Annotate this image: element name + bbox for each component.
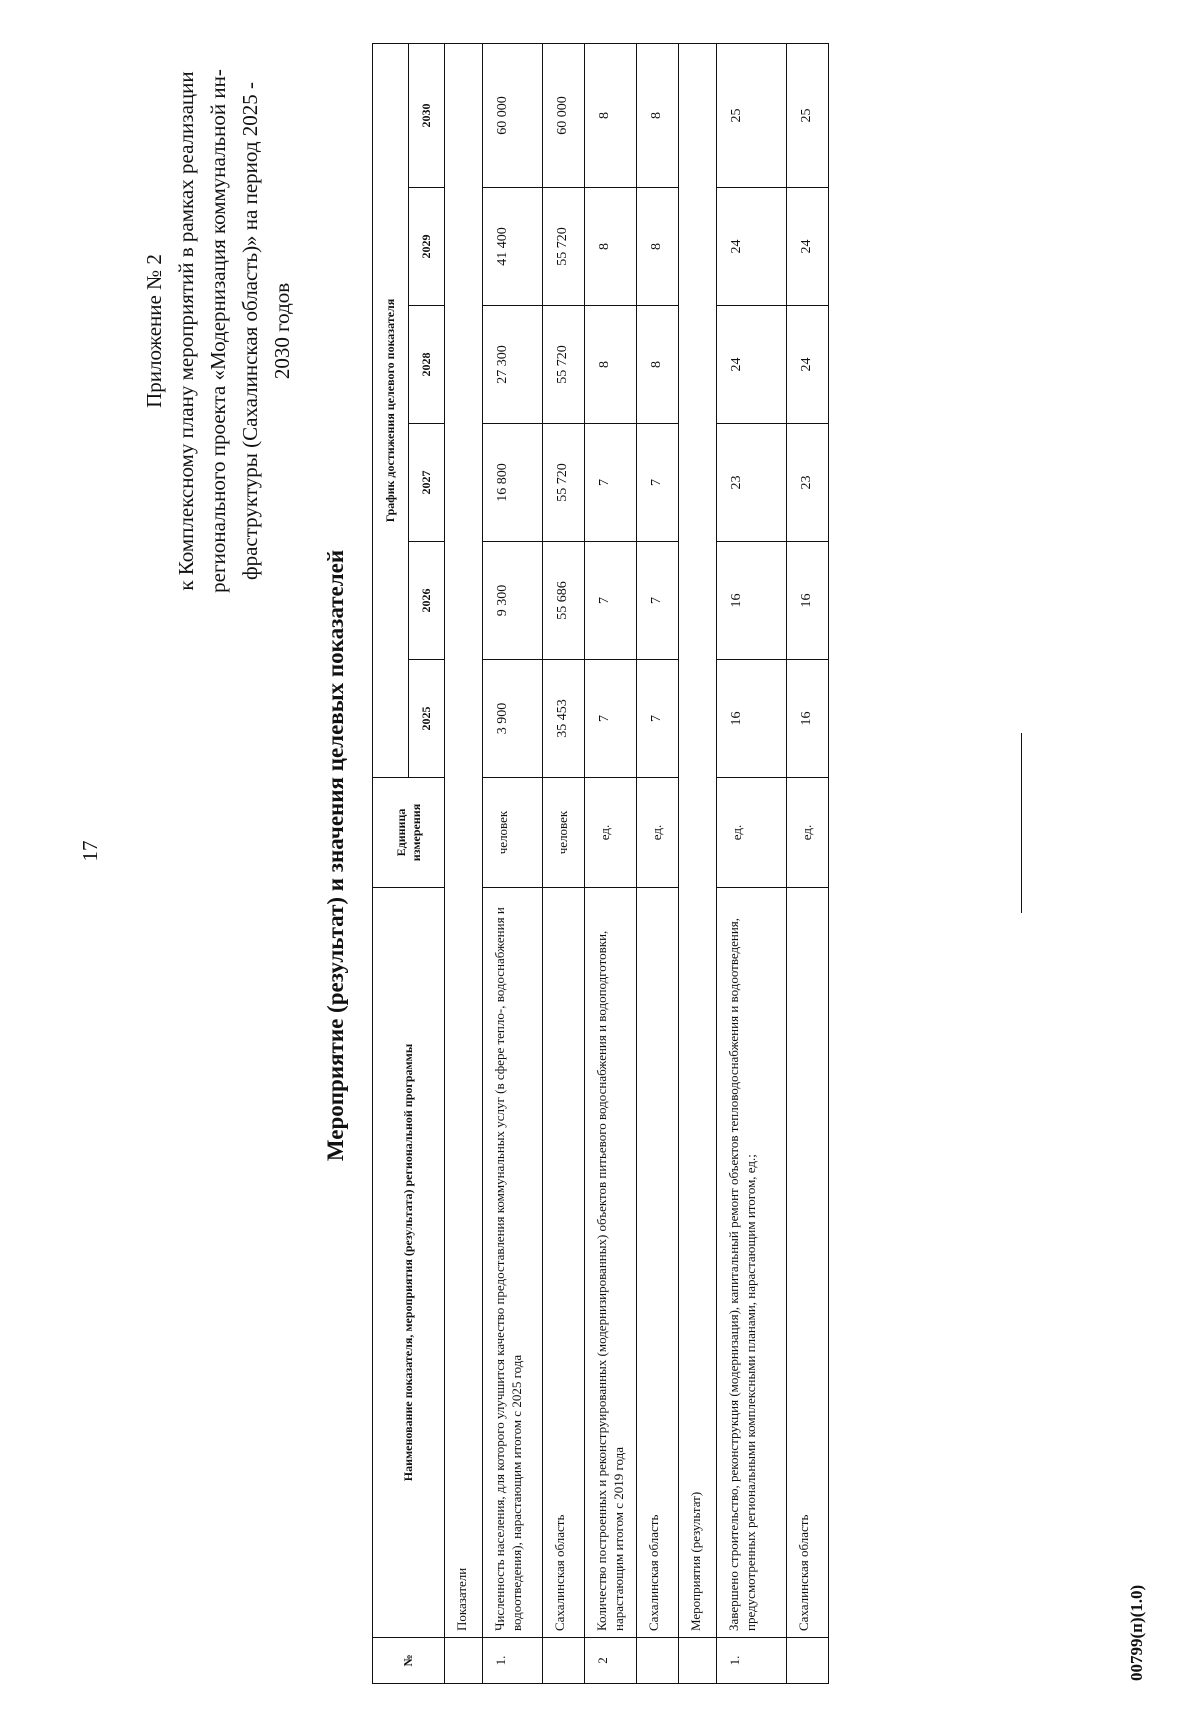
row-name: Сахалинская область (787, 888, 829, 1638)
section-empty-cell (679, 1638, 717, 1684)
row-value-2029: 8 (637, 188, 679, 306)
header-year-2030: 2030 (409, 44, 445, 188)
row-unit: человек (543, 778, 585, 888)
header-year-2029: 2029 (409, 188, 445, 306)
row-value-2027: 23 (787, 424, 829, 542)
header-name: Наименование показателя, мероприятия (результата) региональной программы (373, 888, 445, 1638)
row-value-2028: 55 720 (543, 306, 585, 424)
row-value-2027: 55 720 (543, 424, 585, 542)
row-no: 1. (717, 1638, 787, 1684)
row-value-2026: 16 (787, 542, 829, 660)
row-name: Сахалинская область (543, 888, 585, 1638)
row-value-2029: 24 (717, 188, 787, 306)
row-value-2026: 9 300 (483, 542, 543, 660)
row-value-2028: 8 (585, 306, 637, 424)
header-unit: Единица измерения (373, 778, 445, 888)
row-value-2028: 8 (637, 306, 679, 424)
header-row-1 (373, 44, 409, 1684)
row-no (543, 1638, 585, 1684)
document-title: Мероприятие (результат) и значения целевых показателей (323, 549, 348, 1162)
row-value-2030: 25 (787, 44, 829, 188)
indicators-table (372, 43, 829, 1684)
signature-rule (1021, 733, 1022, 913)
row-name: Завершено строительство, реконструкция (модернизация), капитальный ремонт объектов тепловодоснабжения и водоотведения, предусмотренных региональными комплексными планами, нарастающим итогом, ед.; (717, 888, 787, 1638)
appendix-line-3: регионального проекта «Модернизация коммунальной ин- (206, 69, 230, 593)
row-value-2025: 35 453 (543, 660, 585, 778)
section-label-events: Мероприятия (результат) (679, 44, 717, 1638)
row-value-2027: 16 800 (483, 424, 543, 542)
row-unit: человек (483, 778, 543, 888)
row-value-2029: 8 (585, 188, 637, 306)
header-year-2027: 2027 (409, 424, 445, 542)
header-year-2025: 2025 (409, 660, 445, 778)
table-row (585, 44, 637, 1684)
row-value-2025: 3 900 (483, 660, 543, 778)
table-row (637, 44, 679, 1684)
row-name: Количество построенных и реконструированных (модернизированных) объектов питьевого водоснабжения и водоподготовки, нарастающим итогом с 2019 года (585, 888, 637, 1638)
appendix-line-4: фраструктуры (Сахалинская область)» на период 2025 - (238, 82, 262, 580)
page-number: 17 (78, 840, 102, 862)
row-name: Сахалинская область (637, 888, 679, 1638)
row-value-2025: 7 (637, 660, 679, 778)
appendix-header (138, 21, 298, 641)
header-schedule: График достижения целевого показателя (373, 44, 409, 778)
table-row (543, 44, 585, 1684)
row-value-2030: 60 000 (483, 44, 543, 188)
row-value-2029: 55 720 (543, 188, 585, 306)
row-value-2025: 16 (787, 660, 829, 778)
row-no (787, 1638, 829, 1684)
row-no (637, 1638, 679, 1684)
row-value-2027: 7 (637, 424, 679, 542)
appendix-line-2: к Комплексному плану мероприятий в рамках реализации (174, 71, 198, 591)
row-unit: ед. (717, 778, 787, 888)
table-row (483, 44, 543, 1684)
section-empty-cell (445, 1638, 483, 1684)
appendix-line-1: Приложение № 2 (142, 254, 166, 408)
row-no: 1. (483, 1638, 543, 1684)
row-value-2030: 60 000 (543, 44, 585, 188)
row-name: Численность населения, для которого улучшится качество предоставления коммунальных услуг (в сфере тепло-, водоснабжения и водоотведения), нарастающим итогом с 2025 года (483, 888, 543, 1638)
table-row (787, 44, 829, 1684)
header-no: № (373, 1638, 445, 1684)
row-value-2030: 8 (637, 44, 679, 188)
row-value-2026: 16 (717, 542, 787, 660)
appendix-line-5: 2030 годов (270, 282, 294, 380)
row-value-2028: 27 300 (483, 306, 543, 424)
row-value-2025: 7 (585, 660, 637, 778)
table-row (717, 44, 787, 1684)
row-unit: ед. (787, 778, 829, 888)
row-value-2030: 25 (717, 44, 787, 188)
row-value-2026: 55 686 (543, 542, 585, 660)
row-no: 2 (585, 1638, 637, 1684)
header-year-2028: 2028 (409, 306, 445, 424)
document-code: 00799(п)(1.0) (1127, 1584, 1146, 1681)
row-value-2028: 24 (717, 306, 787, 424)
row-value-2029: 41 400 (483, 188, 543, 306)
row-value-2027: 23 (717, 424, 787, 542)
row-unit: ед. (637, 778, 679, 888)
row-value-2025: 16 (717, 660, 787, 778)
row-value-2026: 7 (637, 542, 679, 660)
row-value-2027: 7 (585, 424, 637, 542)
row-value-2026: 7 (585, 542, 637, 660)
row-value-2030: 8 (585, 44, 637, 188)
section-row-events (679, 44, 717, 1684)
row-value-2029: 24 (787, 188, 829, 306)
section-label-indicators: Показатели (445, 44, 483, 1638)
row-value-2028: 24 (787, 306, 829, 424)
section-row-indicators (445, 44, 483, 1684)
header-year-2026: 2026 (409, 542, 445, 660)
row-unit: ед. (585, 778, 637, 888)
